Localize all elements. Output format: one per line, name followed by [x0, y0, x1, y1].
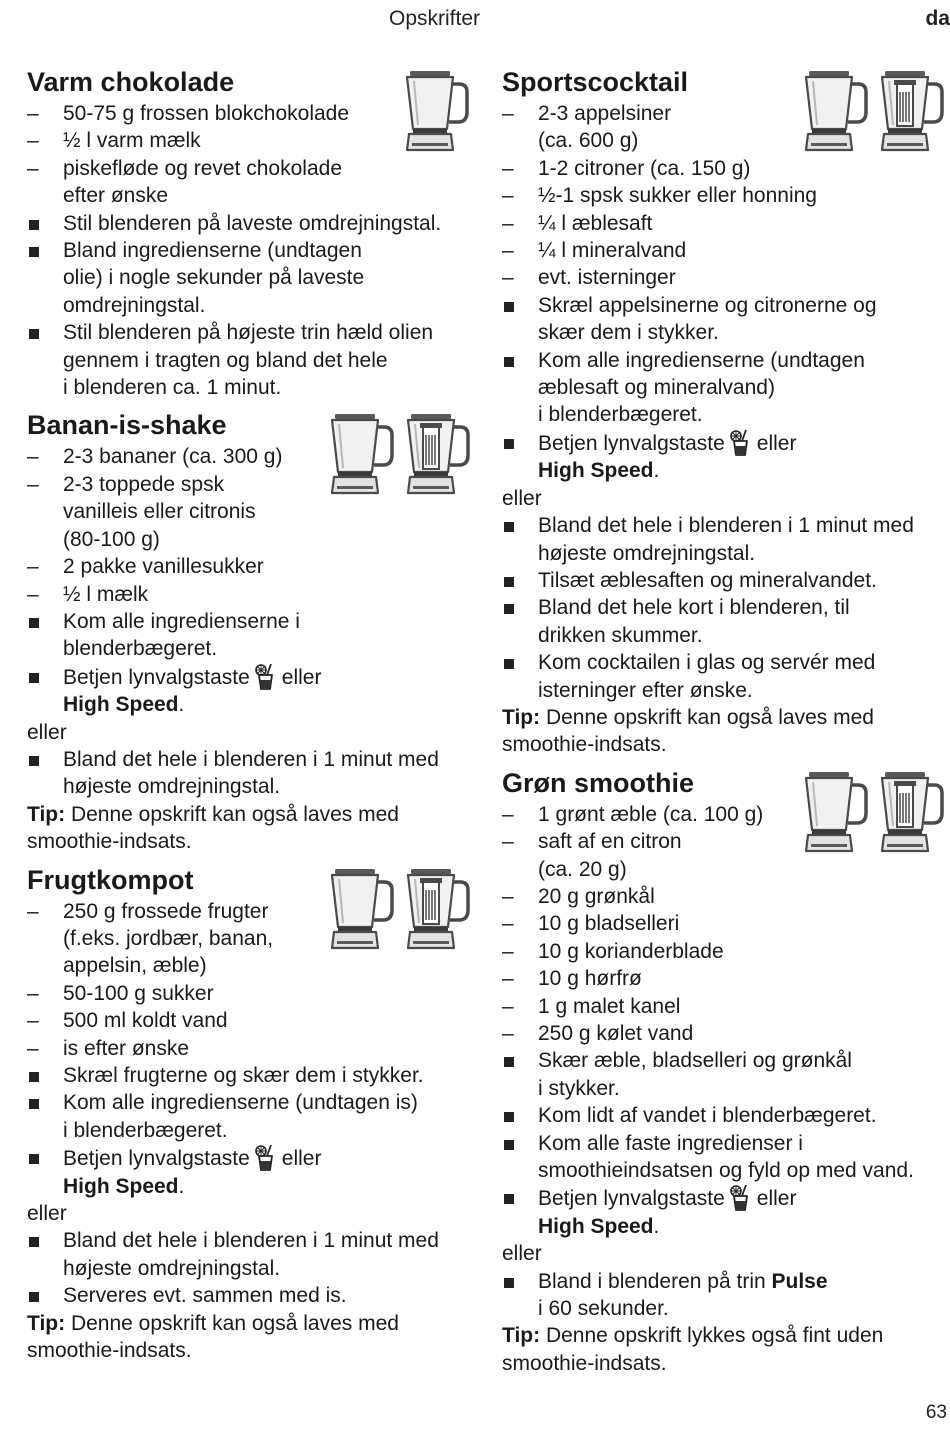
or-separator: eller [502, 1242, 542, 1266]
dash-marker: – [27, 129, 39, 153]
recipe-title: Frugtkompot [27, 864, 194, 895]
smoothie-program-icon [729, 1184, 751, 1211]
ingredient-item-continued: (ca. 600 g) [538, 129, 639, 153]
ingredient-item: – 2 pakke vanillesukker [27, 553, 477, 580]
square-bullet-icon [504, 522, 514, 532]
step-item-continued: High Speed. [538, 1214, 660, 1238]
square-bullet-icon [29, 756, 39, 766]
dash-marker: – [502, 184, 514, 208]
step-item: Kom alle ingredienserne i [27, 608, 477, 635]
recipe-banan-is-shake [27, 407, 477, 855]
ingredient-item: – 1 grønt æble (ca. 100 g) [502, 801, 950, 828]
step-item-continued: højeste omdrejningstal. [63, 775, 281, 799]
left-column [27, 64, 477, 1364]
square-bullet-icon [29, 1237, 39, 1247]
ingredient-item: – 50-75 g frossen blokchokolade [27, 100, 477, 127]
ingredient-item-continued: (80-100 g) [63, 527, 160, 551]
recipe-groen-smoothie [502, 765, 950, 1378]
step-item-continued: i blenderbægeret. [538, 403, 703, 427]
recipe-title: Grøn smoothie [502, 767, 695, 798]
smoothie-insert-icon [401, 413, 473, 499]
square-bullet-icon [29, 247, 39, 257]
ingredient-item: – 2-3 toppede spsk [27, 471, 477, 498]
ingredient-item: – 2-3 bananer (ca. 300 g) [27, 443, 477, 470]
step-item-continued: High Speed. [63, 1174, 185, 1198]
step-item: Tilsæt æblesaften og mineralvandet. [502, 567, 950, 594]
square-bullet-icon [504, 1194, 514, 1204]
dash-marker: – [502, 939, 514, 963]
ingredient-item: – is efter ønske [27, 1035, 477, 1062]
blender-jug-icon [799, 771, 871, 857]
ingredient-item: – 10 g bladselleri [502, 910, 950, 937]
step-item-continued: drikken skummer. [538, 623, 703, 647]
recipe-title: Banan-is-shake [27, 410, 227, 441]
step-item-continued: olie) i nogle sekunder på laveste [63, 266, 365, 290]
step-item-continued: skær dem i stykker. [538, 321, 719, 345]
square-bullet-icon [504, 1057, 514, 1067]
step-item: Betjen lynvalgstaste eller [502, 1184, 950, 1212]
ingredient-item: – ¼ l mineralvand [502, 237, 950, 264]
tip-text-continued: smoothie-indsats. [502, 733, 667, 757]
square-bullet-icon [504, 1278, 514, 1288]
step-item: Kom alle ingredienserne (undtagen is) [27, 1089, 477, 1116]
dash-marker: – [27, 981, 39, 1005]
tip-text-continued: smoothie-indsats. [27, 830, 192, 854]
dash-marker: – [502, 102, 514, 125]
square-bullet-icon [504, 302, 514, 312]
right-column [502, 64, 950, 1377]
dash-marker: – [502, 266, 514, 290]
ingredient-item: – saft af en citron [502, 828, 950, 855]
step-item-continued: gennem i tragten og bland det hele [63, 348, 388, 372]
step-item-continued: i blenderen ca. 1 minut. [63, 376, 282, 400]
page-number: 63 [925, 1402, 947, 1423]
dash-marker: – [502, 239, 514, 263]
or-separator: eller [27, 720, 67, 744]
square-bullet-icon [504, 1112, 514, 1122]
dash-marker: – [502, 912, 514, 936]
step-item: Kom lidt af vandet i blenderbægeret. [502, 1102, 950, 1129]
step-item-continued: i stykker. [538, 1076, 620, 1100]
step-item: Kom alle ingredienserne (undtagen [502, 347, 950, 374]
square-bullet-icon [29, 1099, 39, 1109]
tip-text-continued: smoothie-indsats. [27, 1339, 192, 1363]
dash-marker: – [502, 211, 514, 235]
step-item: Bland ingredienserne (undtagen [27, 237, 477, 264]
step-item-continued: omdrejningstal. [63, 293, 206, 317]
recipe-sportscocktail [502, 64, 950, 759]
step-item: Kom cocktailen i glas og servér med [502, 649, 950, 676]
step-item-continued: isterninger efter ønske. [538, 678, 753, 702]
step-item: Stil blenderen på laveste omdrejningstal. [27, 210, 477, 237]
square-bullet-icon [29, 1154, 39, 1164]
tip-text: Tip: Denne opskrift kan også laves med [502, 705, 874, 729]
ingredient-item: – 250 g kølet vand [502, 1020, 950, 1047]
dash-marker: – [502, 802, 514, 826]
dash-marker: – [502, 994, 514, 1018]
step-item-continued: smoothieindsatsen og fyld op med vand. [538, 1159, 914, 1183]
square-bullet-icon [504, 577, 514, 587]
dash-marker: – [502, 884, 514, 908]
ingredient-item-continued: (f.eks. jordbær, banan, [63, 926, 274, 950]
recipe-frugtkompot [27, 862, 477, 1365]
recipe-images [325, 868, 473, 954]
smoothie-insert-icon [875, 771, 947, 857]
dash-marker: – [502, 967, 514, 991]
square-bullet-icon [29, 220, 39, 230]
blender-jug-icon [325, 413, 397, 499]
step-item: Bland i blenderen på trin Pulse [502, 1268, 950, 1295]
dash-marker: – [27, 472, 39, 496]
recipe-title: Sportscocktail [502, 67, 689, 97]
tip-text: Tip: Denne opskrift kan også laves med [27, 1311, 399, 1335]
step-item-continued: højeste omdrejningstal. [63, 1256, 281, 1280]
dash-marker: – [27, 582, 39, 606]
step-item: Serveres evt. sammen med is. [27, 1282, 477, 1309]
dash-marker: – [27, 102, 39, 125]
square-bullet-icon [504, 604, 514, 614]
smoothie-insert-icon [401, 868, 473, 954]
ingredient-item: – piskefløde og revet chokolade [27, 155, 477, 182]
dash-marker: – [27, 555, 39, 579]
step-item-continued: æblesaft og mineralvand) [538, 376, 775, 400]
ingredient-item: – ½ l mælk [27, 581, 477, 608]
recipe-images [400, 70, 472, 156]
dash-marker: – [27, 1009, 39, 1033]
dash-marker: – [27, 1036, 39, 1060]
square-bullet-icon [29, 1292, 39, 1302]
step-item: Betjen lynvalgstaste eller [27, 663, 477, 691]
ingredient-item: – 2-3 appelsiner [502, 100, 950, 127]
ingredient-item: – ¼ l æblesaft [502, 210, 950, 237]
dash-marker: – [502, 830, 514, 854]
ingredient-item: – ½-1 spsk sukker eller honning [502, 182, 950, 209]
step-item: Bland det hele kort i blenderen, til [502, 594, 950, 621]
blender-jug-icon [325, 868, 397, 954]
step-item-continued: blenderbægeret. [63, 637, 218, 661]
step-item: Skær æble, bladselleri og grønkål [502, 1047, 950, 1074]
dash-marker: – [27, 156, 39, 180]
recipe-images [325, 413, 473, 499]
step-item-continued: højeste omdrejningstal. [538, 541, 756, 565]
step-item: Stil blenderen på højeste trin hæld olien [27, 319, 477, 346]
blender-jug-icon [400, 70, 472, 156]
blender-jug-icon [799, 70, 871, 156]
or-separator: eller [27, 1202, 67, 1226]
step-item-continued: i 60 sekunder. [538, 1297, 669, 1321]
step-item: Bland det hele i blenderen i 1 minut med [27, 746, 477, 773]
ingredient-item: – 1-2 citroner (ca. 150 g) [502, 155, 950, 182]
step-item: Skræl appelsinerne og citronerne og [502, 292, 950, 319]
ingredient-item: – 10 g korianderblade [502, 938, 950, 965]
ingredient-item: – ½ l varm mælk [27, 127, 477, 154]
step-item-continued: High Speed. [63, 693, 185, 717]
step-item: Betjen lynvalgstaste eller [502, 429, 950, 457]
ingredient-item: – 10 g hørfrø [502, 965, 950, 992]
or-separator: eller [502, 486, 542, 510]
square-bullet-icon [29, 1072, 39, 1082]
step-item: Bland det hele i blenderen i 1 minut med [27, 1227, 477, 1254]
ingredient-item: – evt. isterninger [502, 264, 950, 291]
ingredient-item-continued: appelsin, æble) [63, 954, 207, 978]
header-language-code: da [925, 7, 950, 30]
ingredient-item: – 50-100 g sukker [27, 980, 477, 1007]
smoothie-program-icon [729, 429, 751, 456]
ingredient-item: – 250 g frossede frugter [27, 898, 477, 925]
dash-marker: – [27, 445, 39, 469]
step-item: Skræl frugterne og skær dem i stykker. [27, 1062, 477, 1089]
ingredient-item-continued: efter ønske [63, 184, 169, 208]
square-bullet-icon [504, 439, 514, 449]
ingredient-item: – 20 g grønkål [502, 883, 950, 910]
step-item: Kom alle faste ingredienser i [502, 1130, 950, 1157]
recipe-images [799, 70, 947, 156]
square-bullet-icon [504, 1140, 514, 1150]
square-bullet-icon [29, 618, 39, 628]
tip-text: Tip: Denne opskrift kan også laves med [27, 802, 399, 826]
recipe-images [799, 771, 947, 857]
step-item-continued: i blenderbægeret. [63, 1118, 228, 1142]
recipe-title: Varm chokolade [27, 67, 235, 97]
square-bullet-icon [504, 357, 514, 367]
tip-text-continued: smoothie-indsats. [502, 1351, 667, 1375]
step-item: Bland det hele i blenderen i 1 minut med [502, 512, 950, 539]
dash-marker: – [27, 899, 39, 923]
header-section-title: Opskrifter [388, 7, 480, 30]
smoothie-program-icon [254, 663, 276, 690]
smoothie-insert-icon [875, 70, 947, 156]
dash-marker: – [502, 1022, 514, 1045]
smoothie-program-icon [254, 1144, 276, 1171]
ingredient-item-continued: vanilleis eller citronis [63, 500, 256, 524]
square-bullet-icon [29, 673, 39, 683]
ingredient-item: – 500 ml koldt vand [27, 1007, 477, 1034]
square-bullet-icon [29, 329, 39, 339]
step-item: Betjen lynvalgstaste eller [27, 1144, 477, 1172]
square-bullet-icon [504, 659, 514, 669]
ingredient-item-continued: (ca. 20 g) [538, 857, 627, 881]
dash-marker: – [502, 156, 514, 180]
step-item-continued: High Speed. [538, 459, 660, 483]
tip-text: Tip: Denne opskrift lykkes også fint uden [502, 1324, 884, 1348]
recipe-varm-chokolade [27, 64, 477, 401]
ingredient-item: – 1 g malet kanel [502, 993, 950, 1020]
